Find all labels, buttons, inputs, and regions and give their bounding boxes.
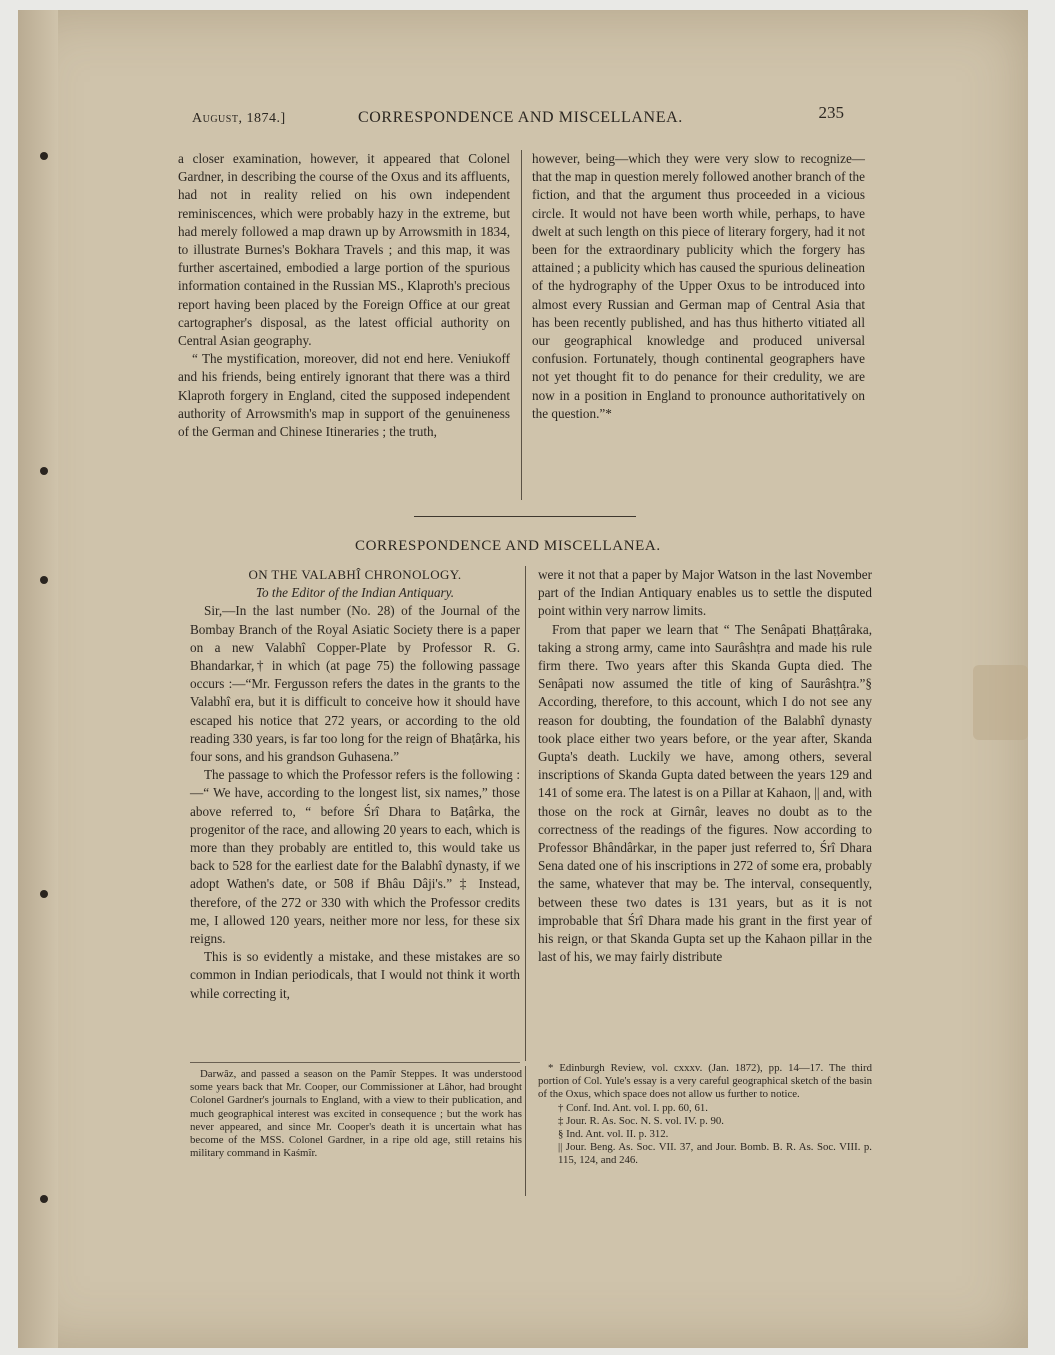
top-right-column xyxy=(532,150,865,423)
binding-hole xyxy=(40,576,48,584)
running-title: CORRESPONDENCE AND MISCELLANEA. xyxy=(358,109,683,126)
footnotes-left xyxy=(190,1068,522,1160)
footnotes-right xyxy=(538,1062,872,1168)
journal-page xyxy=(18,10,1028,1348)
binding-hole xyxy=(40,467,48,475)
bottom-left-column xyxy=(190,566,520,1003)
footnote: † Conf. Ind. Ant. vol. I. pp. 60, 61. xyxy=(558,1101,708,1114)
binding-hole xyxy=(40,152,48,160)
column-rule xyxy=(525,1066,526,1196)
paragraph: a closer examination, however, it appeared that Colonel Gardner, in describing the course of the Oxus and its affluents, had not in reality relied on his own independent reminiscences, which were probably hazy in the extreme, but had merely followed a map drawn up by Arrowsmith in 1834, to illustrate Burnes's Bokhara Travels ; and this map, it was further ascertained, embodied a large portion of the spurious information contained in the Russian MS., Klaproth's precious report having been placed by the Foreign Office at our great cartographer's disposal, as the latest official authority on Central Asian geography. xyxy=(178,151,510,349)
section-divider xyxy=(414,516,636,517)
column-rule xyxy=(525,566,526,1061)
paragraph: Sir,—In the last number (No. 28) of the Journal of the Bombay Branch of the Royal Asiatic Society there is a paper on a new Valabhî Copper-Plate by Professor R. G. Bhandarkar,† in which (at page 75) the following passage occurs :—“Mr. Fergusson refers the dates in the grants to the Valabhî era, but it is difficult to conceive how it should have escaped his notice that 272 years, or according to the old reading 330 years, is far too long for the reign of Bhaṭârka, his four sons, and his grandson Guhasena.” xyxy=(190,603,520,765)
footnote: || Jour. Beng. As. Soc. VII. 37, and Jour. Bomb. B. R. As. Soc. VIII. p. 115, 124, and 246. xyxy=(558,1141,872,1167)
paragraph: From that paper we learn that “ The Senâpati Bhaṭṭâraka, taking a strong army, came into Saurâshṭra and made his rule firm there. Two years after this Skanda Gupta died. The Senâpati now assumed the title of king of Saurâshṭra.”§ According, therefore, to this account, which I do not see any reason for doubting, the foundation of the Balabhî dynasty took place either two years before, or the year after, Skanda Gupta's death. Luckily we have, among others, several inscriptions of Skanda Gupta dated between the years 129 and 141 of some era. The latest is on a Pillar at Kahaon, || and, with those on the rock at Girnâr, leaves no doubt as to the correctness of the readings of the figures. Now according to Professor Bhândârkar, in the paper just referred to, Śrî Dhara Sena dated one of his inscriptions in 272 of some era, probably the same, whatever that may be. The interval, consequently, between these two dates is 131 years, but as it is not improbable that Śrî Dhara made his grant in the first year of his reign, or that Skanda Gupta set up the Kahaon pillar in the last of his, we may fairly distribute xyxy=(538,621,872,965)
bottom-right-column xyxy=(538,566,872,966)
paragraph: were it not that a paper by Major Watson in the last November part of the Indian Antiquary enables us to settle the disputed point within very narrow limits. xyxy=(538,567,872,619)
paragraph: “ The mystification, moreover, did not end here. Veniukoff and his friends, being entirely ignorant that there was a third Klaproth forgery in England, cited the supposed independent authority of Arrowsmith's map in support of the genuineness of the German and Chinese Itineraries ; the truth, xyxy=(178,351,510,440)
article-subtitle: To the Editor of the Indian Antiquary. xyxy=(255,585,455,601)
binding-gutter xyxy=(18,10,58,1348)
footnote: * Edinburgh Review, vol. cxxxv. (Jan. 1872), pp. 14—17. The third portion of Col. Yule's essay is a very careful geographical sketch of the basin of the Oxus, which space does not allow us further to notice. xyxy=(538,1062,872,1101)
footnote: Darwâz, and passed a season on the Pamîr Steppes. It was understood some years back that Mr. Cooper, our Commissioner at Lâhor, had brought Colonel Gardner's journals to England, with a view to their publication, and much geographical interest was excited in consequence ; but the work has never appeared, and since Mr. Cooper's death it is uncertain what has become of the MSS. Colonel Gardner, in a ripe old age, still retains his military command in Kaśmîr. xyxy=(190,1068,522,1160)
issue-date: August, 1874.] xyxy=(192,111,286,126)
paragraph: The passage to which the Professor refers is the following :—“ We have, according to the longest list, six names,” those above referred to, “ before Śrî Dhara to Baṭârka, the progenitor of the race, and allowing 20 years to each, which is more than they probably are entitled to, this would take us back to 528 for the earliest date for the Balabhî dynasty, if we adopt Wathen's date, or 508 if Bhâu Dâji's.” ‡ Instead, therefore, of the 272 or 330 with which the Professor credits me, I allowed 120 years, neither more nor less, for these six reigns. xyxy=(190,767,520,947)
paragraph: This is so evidently a mistake, and these mistakes are so common in Indian periodicals, that I would not think it worth while correcting it, xyxy=(190,949,520,1001)
column-rule xyxy=(521,150,522,500)
paragraph: however, being—which they were very slow to recognize—that the map in question merely followed another branch of the fiction, and that the argument thus proceeded in a vicious circle. It would not have been worth while, perhaps, to have dwelt at such length on this piece of literary forgery, had it not been for the extraordinary publicity which the forgery has attained ; a publicity which has caused the spurious delineation of the hydrography of the Upper Oxus to be introduced into almost every Russian and German map of Central Asia that has been recently published, and has thus hitherto vitiated all our geographical knowledge and produced universal confusion. Fortunately, though continental geographers have not yet thought fit to do penance for their credulity, we are now in a position in England to pronounce authoritatively on the question.”* xyxy=(532,151,865,421)
binding-hole xyxy=(40,890,48,898)
footnote: § Ind. Ant. vol. II. p. 312. xyxy=(558,1128,669,1141)
paper-stain xyxy=(973,665,1028,740)
running-header xyxy=(192,103,852,133)
binding-hole xyxy=(40,1195,48,1203)
section-title: CORRESPONDENCE AND MISCELLANEA. xyxy=(355,538,661,554)
article-title: ON THE VALABHÎ CHRONOLOGY. xyxy=(248,567,462,582)
footnote-rule xyxy=(190,1062,520,1063)
top-left-column xyxy=(178,150,510,441)
footnote: ‡ Jour. R. As. Soc. N. S. vol. IV. p. 90. xyxy=(558,1114,724,1127)
page-number: 235 xyxy=(818,103,844,122)
